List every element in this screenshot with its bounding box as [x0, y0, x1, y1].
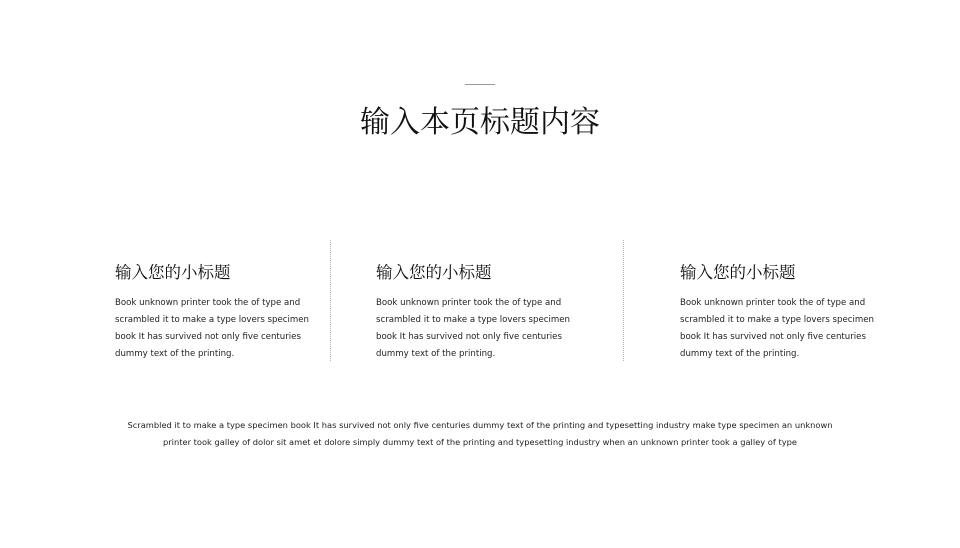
- column-1-body: Book unknown printer took the of type and scrambled it to make a type lovers specimen book It has survived not only five centuries dummy text of the printing.: [115, 298, 309, 359]
- column-3-body: Book unknown printer took the of type and scrambled it to make a type lovers specimen book It has survived not only five centuries dummy text of the printing.: [680, 298, 874, 359]
- column-1-title: 输入您的小标题: [115, 263, 231, 282]
- column-2: [376, 262, 590, 363]
- column-3-title: 输入您的小标题: [680, 263, 796, 282]
- column-3: [680, 262, 894, 363]
- column-2-body: Book unknown printer took the of type and scrambled it to make a type lovers specimen book It has survived not only five centuries dummy text of the printing.: [376, 298, 570, 359]
- page-title: 输入本页标题内容: [360, 105, 600, 140]
- column-divider-1: [330, 240, 331, 361]
- footer-paragraph: Scrambled it to make a type specimen book It has survived not only five centuries dummy text of the printing and typesetting industry make type specimen an unknown printer took galley of dolor sit amet et dolore simply dummy text of the printing and typesetting industry when an unknown printer took a galley of type: [127, 420, 833, 447]
- column-divider-2: [623, 240, 624, 361]
- column-2-title: 输入您的小标题: [376, 263, 492, 282]
- title-accent-rule: [465, 84, 495, 85]
- column-1: [115, 262, 329, 363]
